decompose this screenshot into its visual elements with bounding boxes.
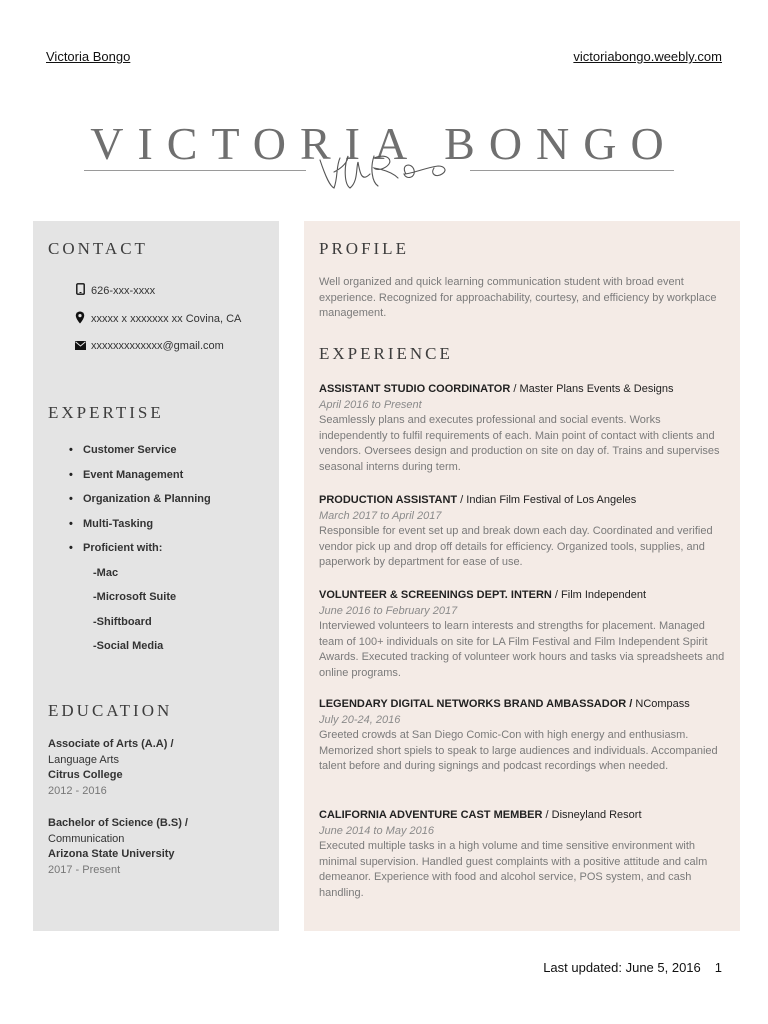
- job-description: Responsible for event set up and break down each day. Coordinated and verified vendor pick up and drop off details for efficiency. Organized tools, supplies, and paperwork by department for ease of use.: [319, 525, 713, 568]
- school-years: 2012 - 2016: [48, 784, 107, 797]
- contact-email: [73, 339, 224, 353]
- page-number: 1: [714, 960, 722, 975]
- job-description: Greeted crowds at San Diego Comic-Con with high energy and enthusiasm. Memorized short spiels to speak to large audiences and individuals. Accompanied talent before and during signings and podcast recordings when needed.: [319, 729, 718, 772]
- job-role: PRODUCTION ASSISTANT: [319, 494, 458, 506]
- job-description: Seamlessly plans and executes professional and social events. Works independently to fulfil requirements of each. Main point of contact with clients and vendors. Oversees design and production on site on day of. Trains and supervises seasonal interns during term.: [319, 414, 720, 473]
- profile-heading: PROFILE: [319, 239, 409, 258]
- list-sub-item: -Mac: [93, 566, 119, 579]
- job-role: ASSISTANT STUDIO COORDINATOR: [319, 383, 511, 395]
- job-dates: March 2017 to April 2017: [319, 509, 442, 522]
- list-sub-item: -Social Media: [93, 640, 164, 652]
- list-item: • Event Management: [69, 468, 211, 493]
- envelope-icon: [73, 339, 87, 353]
- job-description: Executed multiple tasks in a high volume and time sensitive environment with minimal supervision. Handled guest complaints with a positive attitude and calm demeanor. Experience with food and alcohol service, POS system, and cash handling.: [319, 840, 708, 899]
- list-item: • Proficient with:: [69, 541, 211, 566]
- email-text: xxxxxxxxxxxxx@gmail.com: [91, 340, 224, 352]
- main-content: [304, 221, 740, 931]
- address-text: xxxxx x xxxxxxx xx Covina, CA: [91, 313, 242, 325]
- school-name: Arizona State University: [48, 848, 175, 860]
- header-name-link[interactable]: Victoria Bongo: [46, 49, 131, 64]
- list-sub-item: -Shiftboard: [93, 615, 152, 628]
- education-entry: [48, 816, 188, 878]
- job-entry: [319, 382, 731, 475]
- field-of-study: Language Arts: [48, 753, 119, 766]
- field-of-study: Communication: [48, 832, 125, 845]
- expertise-heading: EXPERTISE: [48, 403, 164, 422]
- school-name: Citrus College: [48, 769, 123, 781]
- job-dates: June 2014 to May 2016: [319, 824, 434, 837]
- last-updated: Last updated: June 5, 2016: [543, 960, 701, 975]
- profile-summary: Well organized and quick learning communication student with broad event experience. Recognized for approachability, courtesy, and efficiency by workplace management.: [319, 276, 717, 319]
- job-org: / Indian Film Festival of Los Angeles: [457, 494, 637, 506]
- job-entry: [319, 588, 731, 681]
- page-footer: [543, 960, 722, 975]
- divider-left: [84, 170, 306, 171]
- contact-address: [73, 311, 241, 327]
- job-description: Interviewed volunteers to learn interests and strengths for placement. Managed team of 100+ individuals on site for LA Film Festival and Film Independent Spirit Awards. Executed tracking of volunteer work hours and tasks via spreadsheets and online programs.: [319, 620, 725, 679]
- location-pin-icon: [73, 311, 87, 327]
- job-org: / Disneyland Resort: [542, 809, 642, 821]
- divider-right: [470, 170, 674, 171]
- website-link[interactable]: victoriabongo.weebly.com: [573, 49, 722, 64]
- degree: Associate of Arts (A.A) /: [48, 738, 174, 750]
- job-org: / Master Plans Events & Designs: [510, 383, 674, 395]
- list-item: • Organization & Planning: [69, 492, 211, 517]
- list-item: • Customer Service: [69, 443, 211, 468]
- job-role: CALIFORNIA ADVENTURE CAST MEMBER: [319, 809, 543, 821]
- list-item: • Multi-Tasking: [69, 517, 211, 542]
- contact-phone: [73, 283, 155, 298]
- job-entry: [319, 493, 731, 571]
- job-dates: June 2016 to February 2017: [319, 604, 458, 617]
- expertise-list: [69, 443, 211, 664]
- degree: Bachelor of Science (B.S) /: [48, 817, 188, 829]
- job-role: VOLUNTEER & SCREENINGS DEPT. INTERN: [319, 589, 552, 601]
- education-heading: EDUCATION: [48, 701, 173, 720]
- phone-icon: [73, 283, 87, 298]
- page-title: VICTORIA BONGO: [90, 117, 678, 169]
- job-role: LEGENDARY DIGITAL NETWORKS BRAND AMBASSADOR /: [319, 698, 633, 710]
- job-entry: [319, 697, 731, 775]
- job-entry: [319, 808, 731, 901]
- school-years: 2017 - Present: [48, 863, 121, 876]
- sidebar: [33, 221, 279, 931]
- job-org: NCompass: [632, 698, 690, 710]
- contact-heading: CONTACT: [48, 239, 148, 258]
- phone-number: 626-xxx-xxxx: [91, 284, 156, 297]
- experience-heading: EXPERIENCE: [319, 344, 453, 363]
- job-dates: July 20-24, 2016: [319, 713, 401, 726]
- signature-image: [314, 148, 454, 194]
- list-sub-item: -Microsoft Suite: [93, 591, 177, 603]
- job-dates: April 2016 to Present: [319, 398, 422, 411]
- job-org: / Film Independent: [551, 589, 647, 601]
- education-entry: [48, 737, 174, 799]
